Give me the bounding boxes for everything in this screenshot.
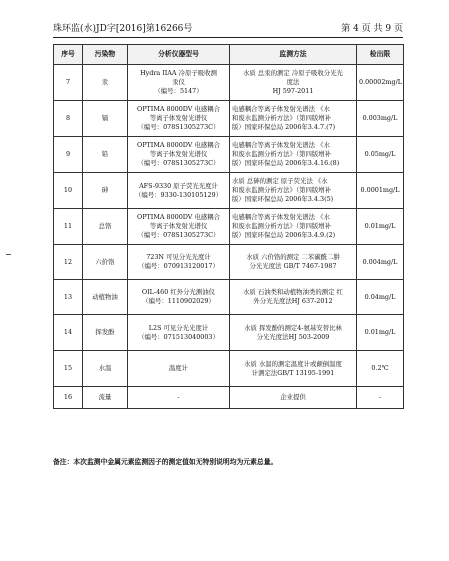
row-number: 14: [54, 315, 83, 351]
instrument-line: 723N 可见分光光度计: [146, 253, 211, 261]
instrument: 温度计: [128, 351, 230, 387]
instrument-line: 等离子体发射光谱仪: [149, 222, 208, 230]
pollutant: 砷: [83, 173, 128, 209]
instrument: [128, 245, 230, 280]
pollutant: 六价铬: [83, 245, 128, 280]
table-row: [54, 137, 404, 173]
instrument-line: Hydra IIAA 冷原子吸收测: [140, 69, 217, 77]
pollutant: 总铬: [83, 209, 128, 245]
method-line: 水质 总汞的测定 冷原子吸收分光光: [243, 69, 343, 77]
table-row: [54, 351, 404, 387]
detection-limit: 0.01mg/L: [357, 209, 404, 245]
method: [230, 245, 357, 280]
page-header: [53, 21, 403, 35]
detection-limit: 0.05mg/L: [357, 137, 404, 173]
method: [230, 137, 357, 173]
method: [230, 173, 357, 209]
monitoring-methods-table: [53, 44, 404, 409]
row-number: 7: [54, 65, 83, 101]
instrument-line: OPTIMA 8000DV 电感耦合: [137, 141, 220, 149]
pollutant: 镉: [83, 101, 128, 137]
row-number: 10: [54, 173, 83, 209]
instrument-line: 等离子体发射光谱仪: [149, 114, 208, 122]
row-number: 8: [54, 101, 83, 137]
method-line: 分光光度法 GB/T 7467-1987: [249, 262, 337, 270]
row-number: 13: [54, 280, 83, 315]
table-row: [54, 209, 404, 245]
detection-limit: 0.00002mg/L: [357, 65, 404, 101]
method: [230, 65, 357, 101]
col-header-pollutant: 污染物: [83, 45, 128, 65]
row-number: 9: [54, 137, 83, 173]
method-line: 版）国家环保总局 2006年3.4.7.(7): [232, 123, 336, 131]
instrument-line: OPTIMA 8000DV 电感耦合: [137, 105, 220, 113]
method-line: 和废水监测分析方法》（第四版增补: [232, 186, 332, 194]
method-line: 版）国家环保总局 2006年3.4.9.(2): [232, 231, 336, 239]
pollutant: 铅: [83, 137, 128, 173]
instrument: [128, 315, 230, 351]
instrument-line: AFS-9330 原子荧光光度计: [139, 181, 218, 190]
detection-limit: 0.003mg/L: [357, 101, 404, 137]
method-line: 电感耦合等离子体发射光谱法 《水: [232, 105, 330, 113]
instrument: [128, 209, 230, 245]
detection-limit: 0.0001mg/L: [357, 173, 404, 209]
instrument-line: （编号：5147）: [154, 87, 203, 95]
method-line: 版）国家环保总局 2006年3.4.3(5): [232, 195, 334, 203]
detection-limit: 0.2℃: [357, 351, 404, 387]
method-line: 和废水监测分析方法》（第四版增补: [232, 150, 332, 158]
instrument-line: （编号：9330-130105129）: [135, 190, 222, 199]
page-number: 第 4 页 共 9 页: [341, 24, 403, 34]
method: [230, 315, 357, 351]
method-line: 水质 石油类和动植物油类的测定 红: [243, 288, 343, 296]
instrument: [128, 65, 230, 101]
col-header-instrument: 分析仪器型号: [128, 45, 230, 65]
method-line: 水质 水温的测定温度计或颠倒温度: [244, 359, 342, 368]
detection-limit: 0.04mg/L: [357, 280, 404, 315]
method: 企业提供: [230, 387, 357, 409]
instrument-line: L2S 可见分光光度计: [148, 323, 209, 332]
pollutant: 挥发酚: [83, 315, 128, 351]
row-number: 12: [54, 245, 83, 280]
instrument-line: 汞仪: [172, 78, 185, 86]
instrument-line: OIL-460 红外分光测油仪: [141, 288, 216, 296]
instrument: [128, 137, 230, 173]
table-row: [54, 387, 404, 409]
pollutant: 汞: [83, 65, 128, 101]
detection-limit: -: [357, 387, 404, 409]
document-number: 珠环监(水)JD字[2016]第16266号: [53, 24, 193, 34]
remarks-note: 备注：本次监测中金属元素监测因子的测定值如无特别说明均为元素总量。: [53, 458, 278, 466]
table-row: [54, 245, 404, 280]
instrument: [128, 101, 230, 137]
detection-limit: 0.01mg/L: [357, 315, 404, 351]
pollutant: 水温: [83, 351, 128, 387]
instrument-line: OPTIMA 8000DV 电感耦合: [137, 213, 220, 221]
method-line: 计测定法GB/T 13195-1991: [251, 368, 335, 377]
instrument-line: （编号：078S1305273C）: [137, 231, 220, 239]
method-line: HJ 597-2011: [272, 87, 314, 95]
detection-limit: 0.004mg/L: [357, 245, 404, 280]
method-line: 电感耦合等离子体发射光谱法 《水: [232, 141, 330, 149]
method-line: 和废水监测分析方法》（第四版增补: [232, 114, 332, 122]
col-header-no: 序号: [54, 45, 83, 65]
method: [230, 351, 357, 387]
row-number: 15: [54, 351, 83, 387]
table-header-row: [54, 45, 404, 65]
row-number: 11: [54, 209, 83, 245]
method-line: 度法: [286, 78, 300, 86]
method-line: 水质 挥发酚的测定4-氨基安替比林: [244, 323, 342, 332]
method-line: 水质 六价铬的测定 二苯碳酰二肼: [246, 253, 340, 261]
method-line: 分光光度法HJ 503-2009: [256, 332, 330, 341]
pollutant: 流量: [83, 387, 128, 409]
method: [230, 209, 357, 245]
col-header-method: 监测方法: [230, 45, 357, 65]
instrument: [128, 173, 230, 209]
instrument-line: （编号：070913120017）: [138, 262, 219, 270]
instrument-line: 等离子体发射光谱仪: [149, 150, 208, 158]
row-number: 16: [54, 387, 83, 409]
instrument-line: （编号：071513040003）: [138, 332, 219, 341]
instrument: [128, 280, 230, 315]
method-line: 和废水监测分析方法》（第四版增补: [232, 222, 332, 230]
instrument-line: （编号：1110902029）: [142, 297, 215, 305]
method-line: 电感耦合等离子体发射光谱法 《水: [232, 213, 330, 221]
pollutant: 动植物油: [83, 280, 128, 315]
method-line: 外分光光度法HJ 637-2012: [253, 297, 333, 305]
method-line: 水质 总砷的测定 原子荧光法 《水: [232, 177, 328, 185]
table-row: [54, 65, 404, 101]
method-line: 版）国家环保总局 2006年3.4.16.(8): [232, 159, 340, 167]
instrument-line: （编号：078S1305273C）: [137, 159, 220, 167]
margin-mark: [6, 254, 11, 255]
method: [230, 101, 357, 137]
header-rule: [53, 37, 403, 38]
instrument-line: （编号：078S1305273C）: [137, 123, 220, 131]
table-row: [54, 315, 404, 351]
table-row: [54, 280, 404, 315]
table-row: [54, 173, 404, 209]
method: [230, 280, 357, 315]
instrument: -: [128, 387, 230, 409]
col-header-limit: 检出限: [357, 45, 404, 65]
table-row: [54, 101, 404, 137]
